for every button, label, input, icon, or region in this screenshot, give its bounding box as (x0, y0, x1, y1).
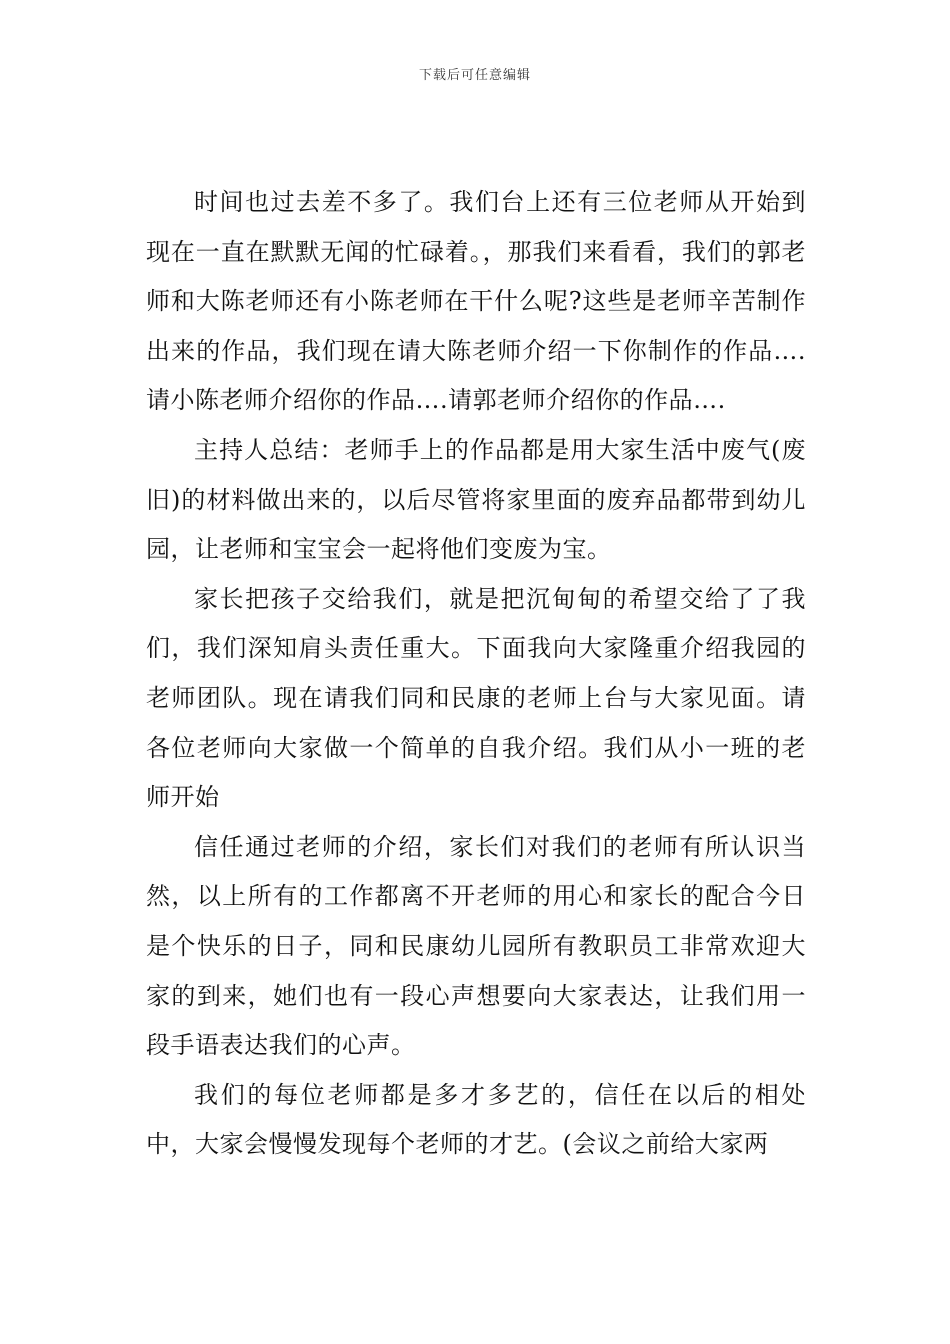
paragraph-3: 家长把孩子交给我们，就是把沉甸甸的希望交给了了我们，我们深知肩头责任重大。下面我向大家隆重介绍我园的老师团队。现在请我们同和民康的老师上台与大家见面。请各位老师向大家做一个简单的自我介绍。我们从小一班的老师开始 (146, 584, 806, 812)
paragraph-1: 时间也过去差不多了。我们台上还有三位老师从开始到现在一直在默默无闻的忙碌着。，那我们来看看，我们的郭老师和大陈老师还有小陈老师在干什么呢?这些是老师辛苦制作出来的作品，我们现在请大陈老师介绍一下你制作的作品….请小陈老师介绍你的作品….请郭老师介绍你的作品…. (146, 188, 806, 415)
paragraph-5: 我们的每位老师都是多才多艺的，信任在以后的相处中，大家会慢慢发现每个老师的才艺。(会议之前给大家两 (146, 1080, 806, 1159)
paragraph-2: 主持人总结：老师手上的作品都是用大家生活中废气(废旧)的材料做出来的，以后尽管将家里面的废弃品都带到幼儿园，让老师和宝宝会一起将他们变废为宝。 (146, 435, 806, 564)
page-header: 下载后可任意编辑 (418, 68, 531, 83)
document-body (146, 178, 806, 1170)
paragraph-4: 信任通过老师的介绍，家长们对我们的老师有所认识当然，以上所有的工作都离不开老师的用心和家长的配合今日是个快乐的日子，同和民康幼儿园所有教职员工非常欢迎大家的到来，她们也有一段心声想要向大家表达，让我们用一段手语表达我们的心声。 (146, 832, 806, 1060)
